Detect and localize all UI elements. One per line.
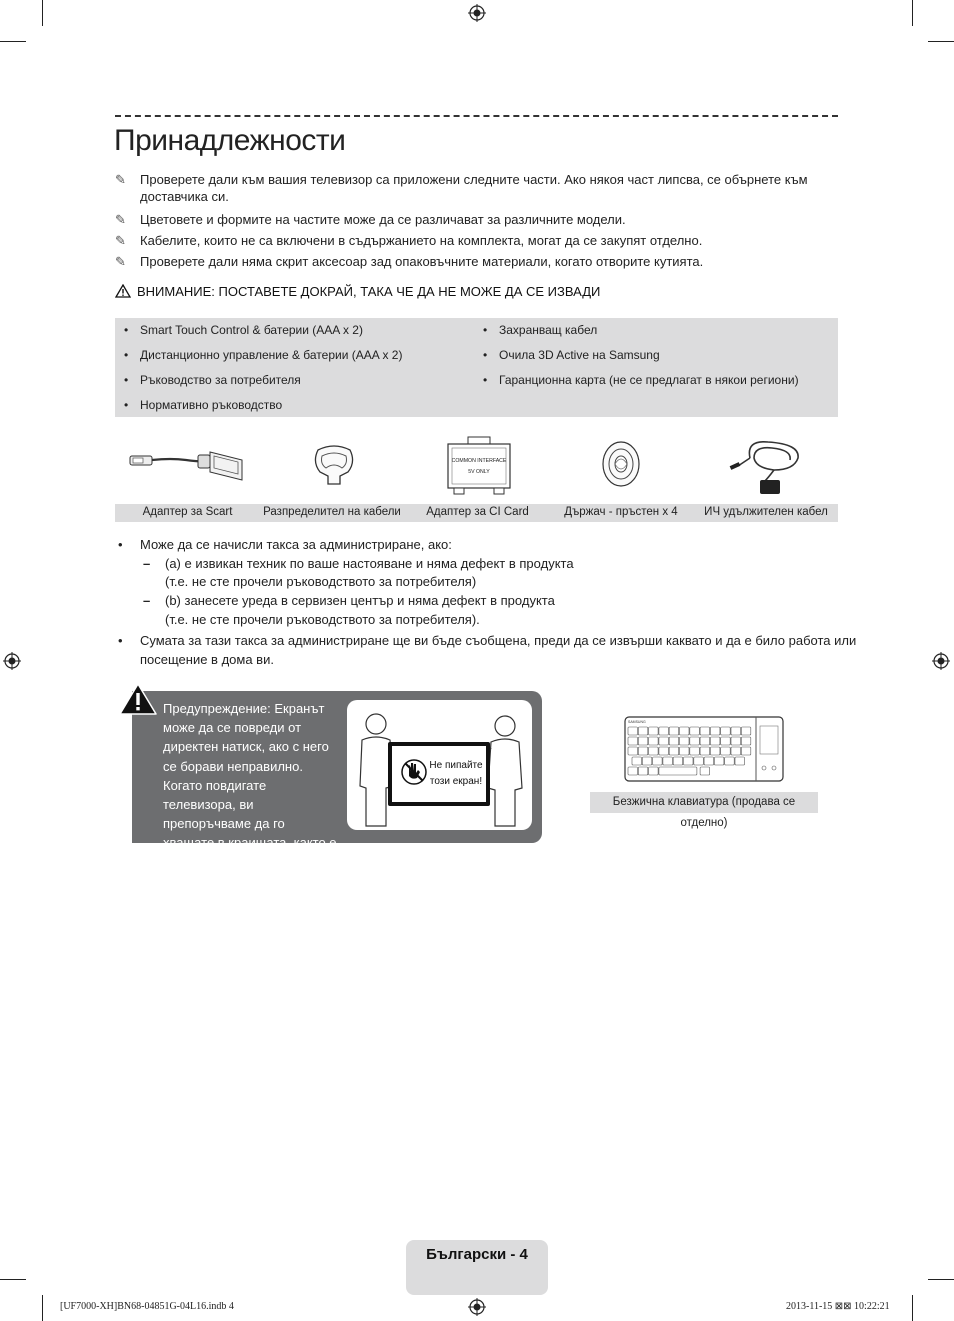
- crop-mark: [42, 0, 43, 26]
- fee-amount-text: посещение в дома ви.: [140, 652, 274, 667]
- warning-triangle-icon: [118, 682, 158, 716]
- pencil-note-icon: ✎: [115, 254, 126, 269]
- fee-condition-b: (b) занесете уреда в сервизен център и няма дефект в продукта: [165, 593, 555, 608]
- scart-adapter-icon: [126, 444, 248, 486]
- fee-condition-a-note: (т.е. не сте прочели ръководството за потребителя): [165, 574, 477, 589]
- accessory-caption: ИЧ удължителен кабел: [704, 506, 828, 518]
- warning-text: [163, 699, 338, 872]
- screen-sign-line-2: този екран!: [429, 776, 483, 787]
- ir-extender-cable-icon: [728, 434, 804, 498]
- fee-condition-b-note: (т.е. не сте прочели ръководството за потребителя).: [165, 612, 480, 627]
- fee-condition-a: (a) е извикан техник по ваше настояване и няма дефект в продукта: [165, 556, 574, 571]
- accessory-caption: Държач - пръстен x 4: [564, 506, 678, 518]
- footer-file-info: [UF7000-XH]BN68-04851G-04L16.indb 4: [60, 1301, 234, 1312]
- crop-mark: [912, 1295, 913, 1321]
- crop-mark: [928, 41, 954, 42]
- fee-amount-text: Сумата за тази такса за администриране ще ви бъде съобщена, преди да се извърши каквато и да е било работа или: [140, 633, 857, 648]
- pencil-note-icon: ✎: [115, 212, 126, 227]
- registration-mark-icon: [932, 652, 950, 670]
- footer-timestamp: 2013-11-15 ⊠⊠ 10:22:21: [786, 1301, 890, 1312]
- registration-mark-icon: [468, 1298, 486, 1316]
- crop-mark: [0, 1279, 26, 1280]
- warning-description: : Екранът може да се повреди от директен натиск, ако с него се борави неправилно. Когато повдигате телевизора, ви препоръчваме да го хващате в краищата, както е показно.: [163, 701, 337, 870]
- keyboard-caption: Безжична клавиатура (продава се отделно): [590, 792, 818, 813]
- bullet-glyph: •: [118, 633, 123, 648]
- holder-ring-icon: [600, 440, 642, 488]
- accessory-caption: Адаптер за CI Card: [426, 506, 529, 518]
- screen-sign-line-1: Не пипайте: [429, 760, 483, 771]
- warning-label: Предупреждение: [163, 701, 268, 716]
- dash-glyph: –: [143, 556, 151, 571]
- ci-card-voltage: 5V ONLY: [468, 469, 490, 475]
- keyboard-brand: SAMSUNG: [628, 720, 646, 724]
- accessory-caption: Разпределител на кабели: [263, 506, 401, 518]
- people-holding-tv-icon: [352, 706, 527, 828]
- caution-triangle-icon: [115, 284, 131, 298]
- registration-mark-icon: [468, 4, 486, 22]
- ci-card-adapter-icon: [446, 436, 512, 496]
- crop-mark: [0, 41, 26, 42]
- fee-intro: Може да се начисли такса за администриране, ако:: [140, 537, 452, 552]
- cable-holder-icon: [310, 442, 358, 486]
- note-text: Кабелите, които не са включени в съдържанието на комплекта, могат да се закупят отделно.: [140, 233, 703, 248]
- wireless-keyboard-icon: [624, 716, 784, 782]
- caution-heading: [115, 284, 600, 299]
- crop-mark: [928, 1279, 954, 1280]
- note-text: Цветовете и формите на частите може да се различават за различните модели.: [140, 212, 626, 227]
- crop-mark: [42, 1295, 43, 1321]
- crop-mark: [912, 0, 913, 26]
- page-number: Български - 4: [426, 1246, 528, 1263]
- section-divider: [115, 115, 838, 117]
- accessory-caption: Адаптер за Scart: [142, 506, 233, 518]
- pencil-note-icon: ✎: [115, 233, 126, 248]
- registration-mark-icon: [3, 652, 21, 670]
- pencil-note-icon: ✎: [115, 172, 126, 187]
- caution-heading-text: ВНИМАНИЕ: ПОСТАВЕТЕ ДОКРАЙ, ТАКА ЧЕ ДА НЕ МОЖЕ ДА СЕ ИЗВАДИ: [137, 284, 601, 299]
- ci-card-label: COMMON INTERFACE: [451, 458, 507, 464]
- note-text: Проверете дали към вашия телевизор са приложени следните части. Ако някоя част липсва, се обърнете към доставчика си.: [140, 172, 808, 204]
- page-title: Принадлежности: [114, 124, 346, 157]
- note-text: Проверете дали няма скрит аксесоар зад опаковъчните материали, когато отворите кутията.: [140, 254, 704, 269]
- dash-glyph: –: [143, 593, 151, 608]
- bullet-glyph: •: [118, 537, 123, 552]
